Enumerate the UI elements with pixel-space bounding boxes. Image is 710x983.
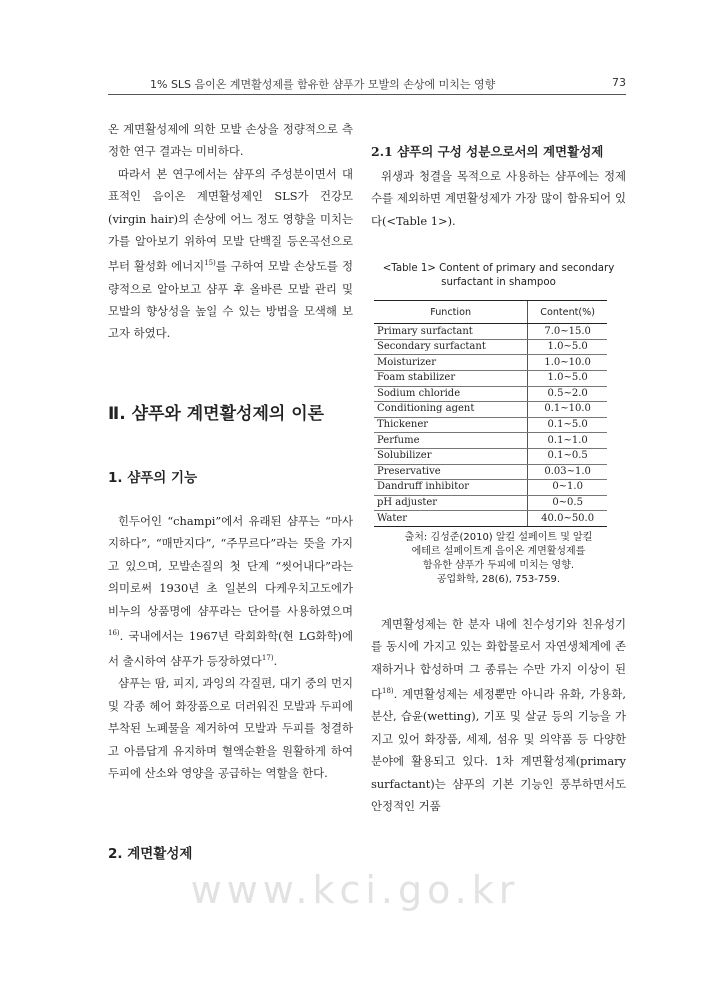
table-row (374, 371, 607, 387)
row-function: Dandruff inhibitor (374, 480, 528, 496)
table-row (374, 480, 607, 496)
paragraph-6-end: . 계면활성제는 세정뿐만 아니라 유화, 가용화, 분산, 습윤(wetting), 기포 및 살균 등의 기능을 가지고 있어 화장품, 세제, 섬유 및 의약품 등 다양한 분야에 활용되고 있다. 1차 계면활성제(primary surfactant)는 샴푸의 기본 기능인 풍부하면서도 안정적인 거품 (371, 686, 626, 813)
section-heading-1: 1. 샴푸의 기능 (108, 470, 198, 486)
table-caption-line-2: surfactant in shampoo (441, 277, 556, 289)
row-function: Water (374, 511, 528, 527)
paragraph-6 (371, 613, 626, 817)
row-function: Conditioning agent (374, 402, 528, 418)
table-row (374, 464, 607, 480)
paragraph-6-text: 계면활성제는 한 분자 내에 친수성기와 친유성기를 동시에 가지고 있는 화합물로서 자연생체계에 존재하거나 합성하며 그 종류는 수만 가지 이상이 된다 (371, 616, 626, 701)
paragraph-3-end: . (273, 654, 278, 669)
row-content: 0.1~0.5 (528, 448, 607, 464)
table-caption-line-1: <Table 1> Content of primary and secondary (382, 263, 615, 275)
header-function: Function (374, 301, 528, 324)
table-row (374, 324, 607, 340)
row-function: Thickener (374, 417, 528, 433)
table-row (374, 433, 607, 449)
table-source-line-4: 공업화학, 28(6), 753-759. (436, 573, 561, 585)
header-rule (108, 94, 626, 95)
paragraph-3 (108, 510, 353, 672)
table-row (374, 417, 607, 433)
table-row (374, 402, 607, 418)
watermark: www.kci.go.kr (190, 868, 520, 912)
row-function: Moisturizer (374, 355, 528, 371)
row-function: Perfume (374, 433, 528, 449)
row-content: 40.0~50.0 (528, 511, 607, 527)
section-heading-2: 2. 계면활성제 (108, 846, 193, 862)
row-content: 1.0~10.0 (528, 355, 607, 371)
left-column (108, 118, 353, 345)
row-function: Secondary surfactant (374, 339, 528, 355)
row-function: Primary surfactant (374, 324, 528, 340)
table-source-line-3: 함유한 샴푸가 두피에 미치는 영향. (422, 559, 575, 571)
row-content: 0.5~2.0 (528, 386, 607, 402)
table-row (374, 495, 607, 511)
table-row (374, 511, 607, 527)
table-source-line-1: 출처: 김성준(2010) 알킬 설페이트 및 알킬 (404, 531, 593, 543)
paragraph-2 (108, 163, 353, 345)
table-row (374, 339, 607, 355)
paragraph-3-text: 힌두어인 “champi”에서 유래된 샴푸는 “마사지하다”, “매만지다”, “주무르다”라는 뜻을 가지고 있으며, 모발손질의 첫 단계 “씻어내다”라는 의미로써 1930년 초 일본의 다케우치고도에가 비누의 상품명에 샴푸라는 단어를 사용하였으며 (108, 514, 353, 618)
table-block (371, 262, 626, 587)
row-content: 0.1~10.0 (528, 402, 607, 418)
right-column (371, 141, 626, 817)
row-function: Foam stabilizer (374, 371, 528, 387)
paragraph-4: 샴푸는 땀, 피지, 과잉의 각질편, 대기 중의 먼지 및 각종 헤어 화장품으로 더러워진 모발과 두피에 부착된 노폐물을 제거하여 모발과 두피를 청결하고 아름답게 유지하며 혈액순환을 원활하게 하여 두피에 산소와 영양을 공급하는 역할을 한다. (108, 676, 353, 781)
row-function: Solubilizer (374, 448, 528, 464)
chapter-heading: Ⅱ. 샴푸와 계면활성제의 이론 (108, 404, 325, 424)
paragraph-2-end: 를 구하여 모발 손상도를 정량적으로 알아보고 샴푸 후 올바른 모발 관리 및 모발의 향상성을 높일 수 있는 방법을 모색해 보고자 하였다. (108, 259, 353, 341)
table-header-row (374, 301, 607, 324)
row-function: Preservative (374, 464, 528, 480)
running-header (108, 74, 626, 92)
left-column-lower (108, 510, 353, 784)
row-content: 0~1.0 (528, 480, 607, 496)
running-title: 1% SLS 음이온 계면활성제를 함유한 샴푸가 모발의 손상에 미치는 영향 (150, 78, 496, 91)
row-content: 1.0~5.0 (528, 371, 607, 387)
table-source-line-2: 에테르 설페이트계 음이온 계면활성제를 (411, 545, 586, 557)
row-content: 1.0~5.0 (528, 339, 607, 355)
footnote-ref-15: 15) (204, 259, 216, 268)
table-row (374, 355, 607, 371)
row-content: 0.1~1.0 (528, 433, 607, 449)
paragraph-2-text: 따라서 본 연구에서는 샴푸의 주성분이면서 대표적인 음이온 계면활성제인 SLS가 건강모(virgin hair)의 손상에 어느 정도 영향을 미치는가를 알아보기 위하여 모발 단백질 등온곡선으로부터 활성화 에너지 (108, 166, 353, 274)
row-content: 0.03~1.0 (528, 464, 607, 480)
row-content: 0~0.5 (528, 495, 607, 511)
footnote-ref-18: 18) (382, 687, 394, 696)
row-function: Sodium chloride (374, 386, 528, 402)
row-content: 7.0~15.0 (528, 324, 607, 340)
row-function: pH adjuster (374, 495, 528, 511)
header-content: Content(%) (528, 301, 607, 324)
page-number: 73 (612, 76, 626, 89)
table-row (374, 386, 607, 402)
footnote-ref-17: 17) (261, 654, 274, 663)
table-row (374, 448, 607, 464)
paragraph-3-middle: . 국내에서는 1967년 락회화학(현 LG화학)에서 출시하여 샴푸가 등장하였다 (108, 628, 353, 669)
subsection-heading: 2.1 샴푸의 구성 성분으로서의 계면활성제 (371, 144, 604, 159)
footnote-ref-16: 16) (108, 629, 120, 638)
paragraph-5: 위생과 청결을 목적으로 사용하는 샴푸에는 정제수를 제외하면 계면활성제가 가장 많이 함유되어 있다(<Table 1>). (371, 169, 626, 228)
row-content: 0.1~5.0 (528, 417, 607, 433)
content-table (374, 300, 607, 527)
paragraph-1: 온 계면활성제에 의한 모발 손상을 정량적으로 측정한 연구 결과는 미비하다. (108, 122, 353, 159)
